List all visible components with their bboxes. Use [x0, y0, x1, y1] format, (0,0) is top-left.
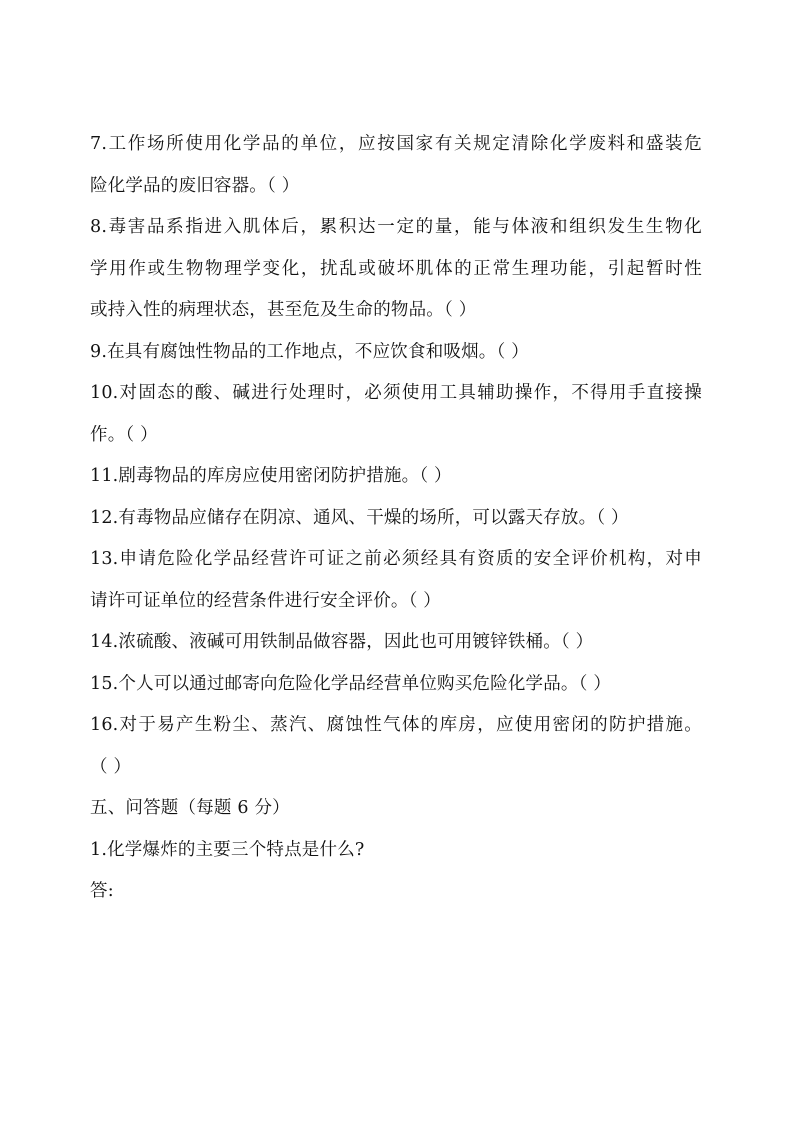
question-line: 12.有毒物品应储存在阴凉、通风、干燥的场所，可以露天存放。（ ）	[90, 507, 629, 528]
question-line: 9.在具有腐蚀性物品的工作地点，不应饮食和吸烟。（ ）	[90, 341, 529, 362]
question-line: 13.申请危险化学品经营许可证之前必须经具有资质的安全评价机构，对申	[90, 549, 702, 569]
question-line: 学用作或生物物理学变化，扰乱或破坏肌体的正常生理功能，引起暂时性	[90, 258, 702, 279]
question-line: （ ）	[90, 756, 132, 777]
question-14	[90, 622, 702, 664]
question-line: 8.毒害品系指进入肌体后，累积达一定的量，能与体液和组织发生生物化	[90, 217, 702, 237]
question-line: 或持入性的病理状态，甚至危及生命的物品。（ ）	[90, 300, 477, 320]
question-12	[90, 498, 702, 540]
question-line: 15.个人可以通过邮寄向危险化学品经营单位购买危险化学品。（ ）	[90, 673, 612, 694]
question-line: 16.对于易产生粉尘、蒸汽、腐蚀性气体的库房，应使用密闭的防护措施。	[90, 715, 702, 735]
question-line: 7.工作场所使用化学品的单位，应按国家有关规定清除化学废料和盛装危	[90, 134, 702, 154]
question-10	[90, 373, 702, 456]
essay-question-1: 1.化学爆炸的主要三个特点是什么?	[90, 839, 365, 860]
document-page	[90, 124, 702, 913]
question-13	[90, 539, 702, 622]
section-heading: 五、问答题（每题 6 分）	[90, 798, 290, 818]
question-line: 险化学品的废旧容器。（ ）	[90, 175, 300, 196]
question-7	[90, 124, 702, 207]
question-11	[90, 456, 702, 498]
question-16	[90, 705, 702, 788]
question-line: 10.对固态的酸、碱进行处理时，必须使用工具辅助操作，不得用手直接操	[90, 383, 702, 403]
answer-label: 答:	[90, 881, 114, 901]
question-15	[90, 664, 702, 706]
question-line: 请许可证单位的经营条件进行安全评价。（ ）	[90, 590, 442, 611]
question-line: 14.浓硫酸、液碱可用铁制品做容器，因此也可用镀锌铁桶。（ ）	[90, 632, 594, 652]
question-line: 11.剧毒物品的库房应使用密闭防护措施。（ ）	[90, 466, 452, 486]
section-essay	[90, 788, 702, 913]
question-line: 作。（ ）	[90, 424, 158, 445]
question-8	[90, 207, 702, 332]
question-9	[90, 332, 702, 374]
